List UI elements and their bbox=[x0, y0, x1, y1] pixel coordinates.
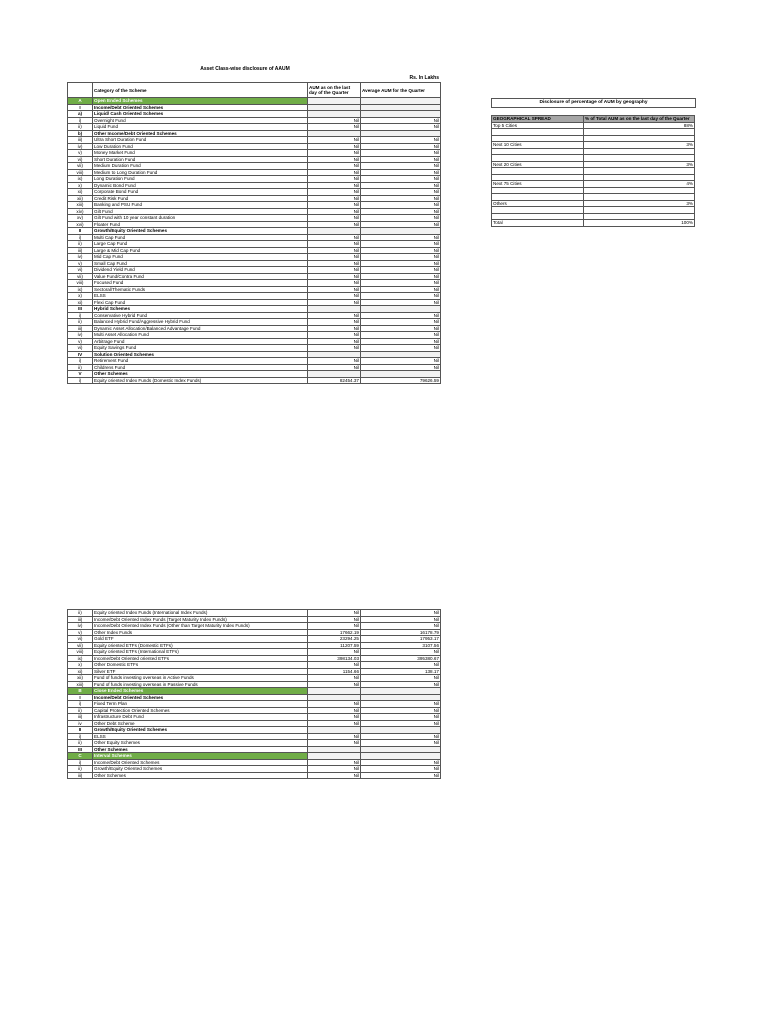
row-avg-aum: Nil bbox=[361, 345, 441, 352]
row-aum: Nil bbox=[308, 681, 361, 688]
row-category: Interval Schemes bbox=[93, 753, 308, 760]
row-sno: v) bbox=[68, 338, 93, 345]
row-category: Multi Cap Fund bbox=[93, 234, 308, 241]
row-sno: ix) bbox=[68, 655, 93, 662]
row-avg-aum: Nil bbox=[361, 733, 441, 740]
row-avg-aum: Nil bbox=[361, 364, 441, 371]
row-aum: Nil bbox=[308, 610, 361, 617]
row-category: Other Income/Debt Oriented Schemes bbox=[93, 130, 308, 137]
row-category: Equity oriented Index Funds (Domestic Index Funds) bbox=[93, 377, 308, 384]
row-avg-aum: Nil bbox=[361, 117, 441, 124]
row-avg-aum: Nil bbox=[361, 299, 441, 306]
row-sno: i) bbox=[68, 733, 93, 740]
row-aum: Nil bbox=[308, 215, 361, 222]
row-category: Equity Savings Fund bbox=[93, 345, 308, 352]
geo-pct-value: 3% bbox=[584, 161, 695, 168]
row-category: Dynamic Bond Fund bbox=[93, 182, 308, 189]
row-sno: i) bbox=[68, 358, 93, 365]
row-aum: Nil bbox=[308, 286, 361, 293]
row-sno: xiv) bbox=[68, 208, 93, 215]
row-aum: Nil bbox=[308, 649, 361, 656]
row-avg-aum: Nil bbox=[361, 332, 441, 339]
row-avg-aum: Nil bbox=[361, 234, 441, 241]
row-sno: xiii) bbox=[68, 202, 93, 209]
row-aum: Nil bbox=[308, 714, 361, 721]
row-sno: ii) bbox=[68, 766, 93, 773]
row-aum: Nil bbox=[308, 358, 361, 365]
row-category: Equity oriented ETFs (Domestic ETFs) bbox=[93, 642, 308, 649]
row-aum: Nil bbox=[308, 364, 361, 371]
row-sno: iii) bbox=[68, 325, 93, 332]
row-avg-aum: Nil bbox=[361, 293, 441, 300]
row-category: Money Market Fund bbox=[93, 150, 308, 157]
row-category: Dynamic Asset Allocation/Balanced Advantage Fund bbox=[93, 325, 308, 332]
aaum-table-part-1 bbox=[67, 82, 441, 384]
row-aum: Nil bbox=[308, 247, 361, 254]
row-aum: Nil bbox=[308, 260, 361, 267]
row-category: Ultra Short Duration Fund bbox=[93, 137, 308, 144]
row-aum: 23294.25 bbox=[308, 636, 361, 643]
row-aum: Nil bbox=[308, 616, 361, 623]
row-category: Overnight Fund bbox=[93, 117, 308, 124]
row-aum: Nil bbox=[308, 254, 361, 261]
row-avg-aum: Nil bbox=[361, 623, 441, 630]
row-sno: A bbox=[68, 98, 93, 105]
table-header-row bbox=[68, 83, 441, 98]
row-aum: Nil bbox=[308, 176, 361, 183]
row-aum: Nil bbox=[308, 772, 361, 779]
row-avg-aum: Nil bbox=[361, 701, 441, 708]
row-category: Short Duration Fund bbox=[93, 156, 308, 163]
row-sno: v) bbox=[68, 150, 93, 157]
row-sno: iv) bbox=[68, 254, 93, 261]
header-sno bbox=[68, 83, 93, 98]
row-avg-aum: Nil bbox=[361, 740, 441, 747]
row-sno: III bbox=[68, 306, 93, 313]
row-aum: Nil bbox=[308, 208, 361, 215]
row-category: Gold ETF bbox=[93, 636, 308, 643]
row-aum: 1154.66 bbox=[308, 668, 361, 675]
row-sno: iv) bbox=[68, 623, 93, 630]
row-category: Income/Debt Oriented Index Funds (Target Maturity Index Funds) bbox=[93, 616, 308, 623]
row-aum: Nil bbox=[308, 662, 361, 669]
row-category: Dividend Yield Fund bbox=[93, 267, 308, 274]
row-sno: C bbox=[68, 753, 93, 760]
row-aum: Nil bbox=[308, 117, 361, 124]
row-avg-aum: Nil bbox=[361, 176, 441, 183]
geo-spread-label: Top 5 Cities bbox=[492, 122, 584, 129]
row-avg-aum: Nil bbox=[361, 150, 441, 157]
header-category: Category of the Scheme bbox=[93, 83, 308, 98]
row-avg-aum: Nil bbox=[361, 286, 441, 293]
row-category: Fixed Term Plan bbox=[93, 701, 308, 708]
row-aum: Nil bbox=[308, 623, 361, 630]
row-avg-aum: Nil bbox=[361, 241, 441, 248]
row-sno: b) bbox=[68, 130, 93, 137]
geography-table bbox=[491, 115, 695, 227]
table-row bbox=[68, 772, 441, 779]
row-sno: vi) bbox=[68, 267, 93, 274]
row-category: Corporate Bond Fund bbox=[93, 189, 308, 196]
row-category: Fund of funds investing overseas in Active Funds bbox=[93, 675, 308, 682]
row-category: Growth/Equity Oriented Schemes bbox=[93, 228, 308, 235]
row-aum: Nil bbox=[308, 150, 361, 157]
row-avg-aum: Nil bbox=[361, 280, 441, 287]
row-aum: Nil bbox=[308, 701, 361, 708]
row-avg-aum: Nil bbox=[361, 325, 441, 332]
row-category: Equity oriented Index Funds (International Index Funds) bbox=[93, 610, 308, 617]
row-sno: ix) bbox=[68, 176, 93, 183]
row-sno: ii) bbox=[68, 364, 93, 371]
row-avg-aum: 17953.17 bbox=[361, 636, 441, 643]
row-sno: v) bbox=[68, 629, 93, 636]
row-avg-aum: Nil bbox=[361, 312, 441, 319]
row-sno: i) bbox=[68, 701, 93, 708]
row-category: Infrastructure Debt Fund bbox=[93, 714, 308, 721]
row-sno: III bbox=[68, 746, 93, 753]
row-category: Other Debt Scheme bbox=[93, 720, 308, 727]
row-category: Floater Fund bbox=[93, 221, 308, 228]
row-sno: xiii) bbox=[68, 681, 93, 688]
row-sno: xii) bbox=[68, 195, 93, 202]
row-sno: x) bbox=[68, 293, 93, 300]
row-sno: xi) bbox=[68, 189, 93, 196]
row-avg-aum: Nil bbox=[361, 163, 441, 170]
row-avg-aum: Nil bbox=[361, 766, 441, 773]
row-sno: B bbox=[68, 688, 93, 695]
row-sno: iii) bbox=[68, 616, 93, 623]
row-sno: viii) bbox=[68, 649, 93, 656]
row-aum: Nil bbox=[308, 221, 361, 228]
row-aum: Nil bbox=[308, 740, 361, 747]
row-sno: ii) bbox=[68, 707, 93, 714]
row-category: Income/Debt Oriented Schemes bbox=[93, 104, 308, 111]
row-aum: Nil bbox=[308, 234, 361, 241]
row-avg-aum: Nil bbox=[361, 610, 441, 617]
row-sno: I bbox=[68, 104, 93, 111]
row-aum: Nil bbox=[308, 707, 361, 714]
row-category: Medium Duration Fund bbox=[93, 163, 308, 170]
row-category: Large Cap Fund bbox=[93, 241, 308, 248]
row-aum: Nil bbox=[308, 273, 361, 280]
row-aum: Nil bbox=[308, 733, 361, 740]
row-avg-aum: Nil bbox=[361, 156, 441, 163]
row-sno: i) bbox=[68, 377, 93, 384]
row-sno: xvi) bbox=[68, 221, 93, 228]
row-sno: a) bbox=[68, 111, 93, 118]
row-sno: i) bbox=[68, 234, 93, 241]
geo-spread-label: Next 10 Cities bbox=[492, 142, 584, 149]
row-category: Close Ended Schemes bbox=[93, 688, 308, 695]
row-avg-aum: Nil bbox=[361, 247, 441, 254]
row-avg-aum: Nil bbox=[361, 759, 441, 766]
aaum-table-part-2 bbox=[67, 609, 441, 779]
row-sno: II bbox=[68, 228, 93, 235]
header-avg-aum: Average AUM for the Quarter bbox=[361, 83, 441, 98]
row-avg-aum: Nil bbox=[361, 681, 441, 688]
row-aum: Nil bbox=[308, 156, 361, 163]
row-avg-aum: Nil bbox=[361, 260, 441, 267]
row-sno: i) bbox=[68, 759, 93, 766]
row-aum: Nil bbox=[308, 182, 361, 189]
row-avg-aum: 79626.59 bbox=[361, 377, 441, 384]
row-sno: xv) bbox=[68, 215, 93, 222]
row-aum: Nil bbox=[308, 163, 361, 170]
header-geo-pct: % of Total AUM as on the last day of the Quarter bbox=[584, 116, 695, 123]
row-avg-aum: Nil bbox=[361, 169, 441, 176]
row-avg-aum: Nil bbox=[361, 254, 441, 261]
row-aum: 11207.59 bbox=[308, 642, 361, 649]
geo-pct-value: 88% bbox=[584, 122, 695, 129]
row-sno: viii) bbox=[68, 169, 93, 176]
row-category: Multi Asset Allocation Fund bbox=[93, 332, 308, 339]
row-aum: Nil bbox=[308, 202, 361, 209]
row-sno: ii) bbox=[68, 319, 93, 326]
row-sno: x) bbox=[68, 182, 93, 189]
row-category: Other Index Funds bbox=[93, 629, 308, 636]
row-category: Small Cap Fund bbox=[93, 260, 308, 267]
row-aum: Nil bbox=[308, 169, 361, 176]
row-category: Income/Debt Oriented Schemes bbox=[93, 694, 308, 701]
row-category: Equity oriented ETFs (International ETFs) bbox=[93, 649, 308, 656]
row-sno: V bbox=[68, 371, 93, 378]
row-sno: vi) bbox=[68, 345, 93, 352]
row-sno: xii) bbox=[68, 675, 93, 682]
row-aum: Nil bbox=[308, 280, 361, 287]
row-aum: Nil bbox=[308, 189, 361, 196]
row-aum: Nil bbox=[308, 332, 361, 339]
row-aum: Nil bbox=[308, 137, 361, 144]
row-category: Solution Oriented Schemes bbox=[93, 351, 308, 358]
row-avg-aum: Nil bbox=[361, 267, 441, 274]
row-avg-aum: Nil bbox=[361, 662, 441, 669]
row-category: ELSS bbox=[93, 293, 308, 300]
row-avg-aum: 395380.67 bbox=[361, 655, 441, 662]
header-geo-spread: GEOGRAPHICAL SPREAD bbox=[492, 116, 584, 123]
row-sno: vii) bbox=[68, 273, 93, 280]
row-category: Credit Risk Fund bbox=[93, 195, 308, 202]
row-category: Income/Debt Oriented oriented ETFs bbox=[93, 655, 308, 662]
row-avg-aum: Nil bbox=[361, 124, 441, 131]
geo-pct-value: 3% bbox=[584, 200, 695, 207]
row-aum: Nil bbox=[308, 345, 361, 352]
row-avg-aum: Nil bbox=[361, 675, 441, 682]
geography-row bbox=[492, 220, 695, 227]
row-category: Low Duration Fund bbox=[93, 143, 308, 150]
row-aum: 17662.19 bbox=[308, 629, 361, 636]
row-category: Banking and PSU Fund bbox=[93, 202, 308, 209]
row-avg-aum: 138.17 bbox=[361, 668, 441, 675]
row-category: Retirement Fund bbox=[93, 358, 308, 365]
row-avg-aum: Nil bbox=[361, 720, 441, 727]
row-avg-aum: Nil bbox=[361, 208, 441, 215]
row-aum: Nil bbox=[308, 720, 361, 727]
row-sno: ii) bbox=[68, 241, 93, 248]
row-avg-aum: Nil bbox=[361, 714, 441, 721]
row-aum: Nil bbox=[308, 124, 361, 131]
row-aum: Nil bbox=[308, 319, 361, 326]
row-category: Fund of funds investing overseas in Passive Funds bbox=[93, 681, 308, 688]
row-sno: iv bbox=[68, 720, 93, 727]
row-avg-aum: Nil bbox=[361, 189, 441, 196]
row-category: Other Schemes bbox=[93, 371, 308, 378]
row-sno: iii) bbox=[68, 137, 93, 144]
row-sno: ii) bbox=[68, 740, 93, 747]
row-aum: Nil bbox=[308, 299, 361, 306]
row-avg-aum: Nil bbox=[361, 215, 441, 222]
row-category: Value Fund/Contra Fund bbox=[93, 273, 308, 280]
row-sno: iii) bbox=[68, 772, 93, 779]
geo-spread-label: Next 75 Cities bbox=[492, 181, 584, 188]
row-sno: iii) bbox=[68, 247, 93, 254]
row-aum: Nil bbox=[308, 195, 361, 202]
geo-pct-value: 100% bbox=[584, 220, 695, 227]
row-sno: II bbox=[68, 727, 93, 734]
geography-header-row bbox=[492, 116, 695, 123]
row-aum: Nil bbox=[308, 766, 361, 773]
row-category: Balanced Hybrid Fund/Aggressive Hybrid Fund bbox=[93, 319, 308, 326]
row-avg-aum: Nil bbox=[361, 137, 441, 144]
row-category: Income/Debt Oriented Schemes bbox=[93, 759, 308, 766]
row-category: Open Ended Schemes bbox=[93, 98, 308, 105]
unit-label: Rs. In Lakhs bbox=[409, 75, 439, 81]
row-category: Focused Fund bbox=[93, 280, 308, 287]
row-category: Sectoral/Thematic Funds bbox=[93, 286, 308, 293]
row-sno: iv) bbox=[68, 332, 93, 339]
row-avg-aum: Nil bbox=[361, 319, 441, 326]
row-aum: 398134.03 bbox=[308, 655, 361, 662]
geo-pct-value: 4% bbox=[584, 181, 695, 188]
row-aum: Nil bbox=[308, 312, 361, 319]
row-avg-aum: Nil bbox=[361, 221, 441, 228]
row-sno: ii) bbox=[68, 610, 93, 617]
row-aum: Nil bbox=[308, 338, 361, 345]
geo-pct-value: 3% bbox=[584, 142, 695, 149]
row-aum: Nil bbox=[308, 675, 361, 682]
row-aum: Nil bbox=[308, 325, 361, 332]
row-category: Long Duration Fund bbox=[93, 176, 308, 183]
row-category: ELSS bbox=[93, 733, 308, 740]
header-aum: AUM as on the last day of the Quarter bbox=[308, 83, 361, 98]
row-sno: vii) bbox=[68, 163, 93, 170]
row-category: Silver ETF bbox=[93, 668, 308, 675]
row-sno: ix) bbox=[68, 286, 93, 293]
row-category: Medium to Long Duration Fund bbox=[93, 169, 308, 176]
row-aum: Nil bbox=[308, 267, 361, 274]
row-category: Hybrid Schemes bbox=[93, 306, 308, 313]
row-aum: Nil bbox=[308, 143, 361, 150]
row-sno: xi) bbox=[68, 668, 93, 675]
row-sno: vi) bbox=[68, 156, 93, 163]
row-avg-aum: Nil bbox=[361, 707, 441, 714]
row-avg-aum: Nil bbox=[361, 358, 441, 365]
row-category: Growth/Equity Oriented Schemes bbox=[93, 727, 308, 734]
row-avg-aum: Nil bbox=[361, 616, 441, 623]
geo-spread-label: Total bbox=[492, 220, 584, 227]
geography-title: Disclosure of percentage of AUM by geography bbox=[491, 98, 696, 108]
row-category: Arbitrage Fund bbox=[93, 338, 308, 345]
geo-spread-label: Others bbox=[492, 200, 584, 207]
row-category: Conservative Hybrid Fund bbox=[93, 312, 308, 319]
row-sno: I bbox=[68, 694, 93, 701]
row-avg-aum: Nil bbox=[361, 195, 441, 202]
row-category: Gilt Fund bbox=[93, 208, 308, 215]
row-sno: x) bbox=[68, 662, 93, 669]
row-category: Growth/Equity Oriented Schemes bbox=[93, 766, 308, 773]
row-avg-aum: 16178.79 bbox=[361, 629, 441, 636]
row-avg-aum: Nil bbox=[361, 273, 441, 280]
row-sno: xi) bbox=[68, 299, 93, 306]
row-sno: ii) bbox=[68, 124, 93, 131]
row-category: Other Schemes bbox=[93, 746, 308, 753]
row-aum: Nil bbox=[308, 241, 361, 248]
row-category: Gilt Fund with 10 year constant duration bbox=[93, 215, 308, 222]
geo-spread-label: Next 20 Cities bbox=[492, 161, 584, 168]
row-avg-aum: Nil bbox=[361, 143, 441, 150]
row-avg-aum: Nil bbox=[361, 202, 441, 209]
row-sno: iv) bbox=[68, 143, 93, 150]
row-sno: v) bbox=[68, 260, 93, 267]
row-avg-aum: 3107.56 bbox=[361, 642, 441, 649]
row-category: Other Domestic ETFs bbox=[93, 662, 308, 669]
row-category: Capital Protection Oriented Schemes bbox=[93, 707, 308, 714]
row-avg-aum: Nil bbox=[361, 182, 441, 189]
row-aum: 82454.37 bbox=[308, 377, 361, 384]
row-category: Liquid/ Cash Oriented Schemes bbox=[93, 111, 308, 118]
row-sno: IV bbox=[68, 351, 93, 358]
row-category: Mid Cap Fund bbox=[93, 254, 308, 261]
row-category: Other Equity Schemes bbox=[93, 740, 308, 747]
row-avg-aum: Nil bbox=[361, 338, 441, 345]
row-category: Childrens Fund bbox=[93, 364, 308, 371]
row-sno: vi) bbox=[68, 636, 93, 643]
row-sno: viii) bbox=[68, 280, 93, 287]
row-sno: iii) bbox=[68, 714, 93, 721]
row-avg-aum: Nil bbox=[361, 772, 441, 779]
row-sno: vii) bbox=[68, 642, 93, 649]
row-category: Flexi Cap Fund bbox=[93, 299, 308, 306]
row-category: Other Schemes bbox=[93, 772, 308, 779]
row-sno: i) bbox=[68, 117, 93, 124]
row-category: Large & Mid Cap Fund bbox=[93, 247, 308, 254]
row-category: Liquid Fund bbox=[93, 124, 308, 131]
row-aum: Nil bbox=[308, 293, 361, 300]
row-avg-aum: Nil bbox=[361, 649, 441, 656]
row-category: Income/Debt Oriented Index Funds (Other than Target Maturity Index Funds) bbox=[93, 623, 308, 630]
row-aum: Nil bbox=[308, 759, 361, 766]
page-title: Asset Class-wise disclosure of AAUM bbox=[200, 66, 290, 72]
table-row bbox=[68, 377, 441, 384]
row-sno: i) bbox=[68, 312, 93, 319]
